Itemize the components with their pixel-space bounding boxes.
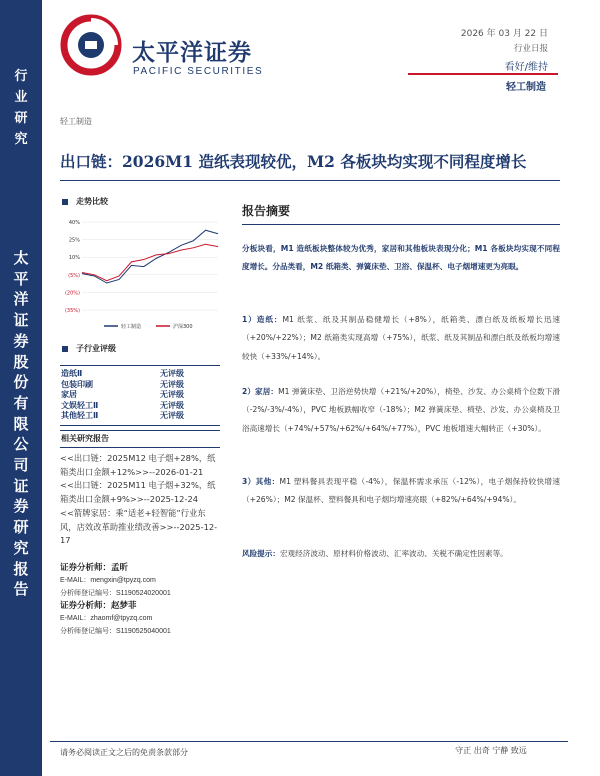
sub-industry-name: 包装印刷: [61, 379, 93, 389]
industry-rating-heading: 子行业评级: [62, 343, 116, 354]
abstract-divider: [242, 224, 560, 225]
related-report-item: <<出口链：2025M11 电子烟+32%，纸箱类出口金额+9%>>--2025-12-24: [60, 480, 216, 505]
footer-disclaimer: 请务必阅读正文之后的免责条款部分: [60, 748, 188, 757]
abstract-paper: [242, 311, 560, 366]
risk-text: 宏观经济波动、原材料价格波动、汇率波动、关税不确定性因素等。: [279, 549, 508, 558]
related-report-item: <<箭牌家居：乘“适老+轻智能”行业东风，店效改革助推业绩改善>>--2025-12-17: [60, 507, 218, 546]
paper-text: M1 纸浆、纸及其制品稳健增长（+8%），纸箱类、漂白纸及纸板增长迅速（+20%/+22%）；M2 纸箱类实现高增（+75%），纸浆、纸及其制品和漂白纸及纸板均增速较快（+33%/+14%）。: [242, 315, 560, 361]
abstract-other: [242, 473, 560, 510]
other-text: M1 塑料餐具表现平稳（-4%），保温杯需求承压（-12%），电子烟保持较快增速（+26%）；M2 保温杯、塑料餐具和电子烟均增速亮眼（+82%/+64%/+94%）。: [242, 477, 560, 505]
sidebar-char: 有: [13, 393, 29, 412]
sub-industry-rating: 无评级: [160, 379, 184, 389]
breadcrumb: 轻工制造: [60, 117, 92, 126]
rating-row: [60, 369, 220, 380]
abstract-home: [242, 383, 560, 438]
y-tick-label: (20%): [64, 290, 80, 297]
analyst-name: 证券分析师：孟昕: [60, 563, 129, 573]
legend-label: 轻工制造: [121, 324, 142, 330]
sub-industry-name: 造纸Ⅱ: [61, 369, 83, 378]
trend-chart-svg: [60, 214, 220, 334]
y-tick-label: (35%): [64, 308, 80, 314]
rating-row: [60, 401, 220, 412]
legend-label: 沪深300: [173, 324, 193, 330]
industry-rating-table: [60, 365, 220, 426]
title-divider: [60, 180, 560, 181]
sidebar-char: 证: [13, 476, 29, 495]
related-research-list: [60, 452, 222, 548]
abstract-heading: 报告摘要: [242, 204, 291, 218]
sub-industry-rating: 无评级: [160, 400, 184, 410]
sub-industry-name: 文娱轻工Ⅱ: [61, 400, 99, 410]
sidebar-company: [0, 248, 42, 600]
related-research-heading: 相关研究报告: [60, 430, 220, 448]
sidebar-char: 研: [14, 111, 28, 126]
sub-industry-name: 家居: [61, 390, 77, 399]
report-type: 行业日报: [513, 44, 548, 54]
bullet-square-icon: [62, 199, 68, 205]
trend-chart: [60, 214, 220, 334]
footer-motto: 守正 出奇 宁静 致远: [455, 746, 527, 755]
abstract-summary: 分板块看，M1 造纸板块整体较为优秀，家居和其他板块表现分化；M1 各板块均实现不同程度增长。分品类看，M2 纸箱类、弹簧床垫、卫浴、保温杯、电子烟增速更为亮眼。: [242, 244, 560, 272]
bullet-square-icon: [62, 346, 68, 352]
sidebar-char: 券: [13, 497, 29, 516]
rating-row: [60, 411, 220, 422]
home-text: M1 弹簧床垫、卫浴逆势快增（+21%/+20%），椅垫、沙发、办公桌椅个位数下滑（-2%/-3%/-4%），PVC 地板跌幅收窄（-18%）；M2 弹簧床垫、椅垫、沙发、办公桌椅及卫浴高速增长（+74%/+57%/+62%/+64%/+77%），PVC 地板增速大幅转正（+30%）。: [242, 387, 560, 433]
brand-name-en: PACIFIC SECURITIES: [133, 66, 264, 77]
sidebar-char: 股: [13, 352, 29, 371]
sidebar-char: 告: [13, 580, 29, 599]
rating-row: [60, 380, 220, 391]
sub-industry-rating: 无评级: [160, 390, 184, 399]
sidebar-char: 究: [14, 132, 28, 147]
analyst-registration: 分析师登记编号：S1190524020001: [60, 590, 171, 597]
sidebar-char: 平: [13, 269, 29, 288]
header-divider: [408, 73, 558, 75]
sidebar-char: 份: [13, 373, 29, 392]
sidebar-char: 司: [13, 456, 29, 475]
sidebar-char: 研: [13, 518, 29, 537]
sub-industry-name: 其他轻工Ⅱ: [61, 411, 99, 420]
sub-industry-rating: 无评级: [160, 411, 184, 420]
sidebar-char: 报: [13, 559, 29, 578]
sidebar-char: 行: [14, 69, 28, 84]
paper-lead: 1）造纸：: [242, 315, 283, 324]
related-report-item: <<出口链：2025M12 电子烟+28%，纸箱类出口金额+12%>>--2026-01-21: [60, 453, 216, 477]
home-lead: 2）家居：: [242, 387, 279, 396]
rating-label: 看好/维持: [504, 62, 548, 73]
rating-row: [60, 390, 220, 401]
report-date: 2026 年 03 月 22 日: [460, 29, 548, 39]
sidebar-char: 洋: [13, 290, 29, 309]
risk-lead: 风险提示：: [242, 549, 280, 558]
sidebar-char: 限: [13, 414, 29, 433]
trend-heading: 走势比较: [62, 196, 108, 207]
sidebar-char: 证: [13, 311, 29, 330]
analyst-registration: 分析师登记编号：S1190525040001: [60, 628, 171, 635]
y-tick-label: 40%: [68, 220, 80, 226]
report-title: 出口链：2026M1 造纸表现较优，M2 各板块均实现不同程度增长: [60, 152, 527, 171]
sidebar-char: 公: [13, 435, 29, 454]
company-logo: [60, 14, 122, 76]
brand-name-cn: 太平洋证券: [132, 40, 252, 66]
y-tick-label: (5%): [68, 272, 80, 279]
sidebar-category: [0, 66, 42, 150]
analyst-email: E-MAIL：mengxin@tpyzq.com: [60, 577, 156, 584]
y-tick-label: 25%: [68, 237, 80, 244]
series-line: [82, 230, 218, 283]
sidebar-char: 业: [14, 90, 28, 105]
analyst-email: E-MAIL：zhaomf@tpyzq.com: [60, 615, 153, 622]
y-tick-label: 10%: [68, 255, 80, 262]
other-lead: 3）其他：: [242, 477, 280, 486]
sidebar-char: 究: [13, 538, 29, 557]
sector-label: 轻工制造: [506, 82, 546, 93]
sidebar-char: 太: [13, 249, 29, 267]
sidebar-char: 券: [13, 331, 29, 350]
analyst-name: 证券分析师：赵梦菲: [60, 601, 137, 611]
footer-divider: [50, 741, 568, 742]
sub-industry-rating: 无评级: [160, 369, 184, 378]
risk-warning: [242, 545, 560, 563]
